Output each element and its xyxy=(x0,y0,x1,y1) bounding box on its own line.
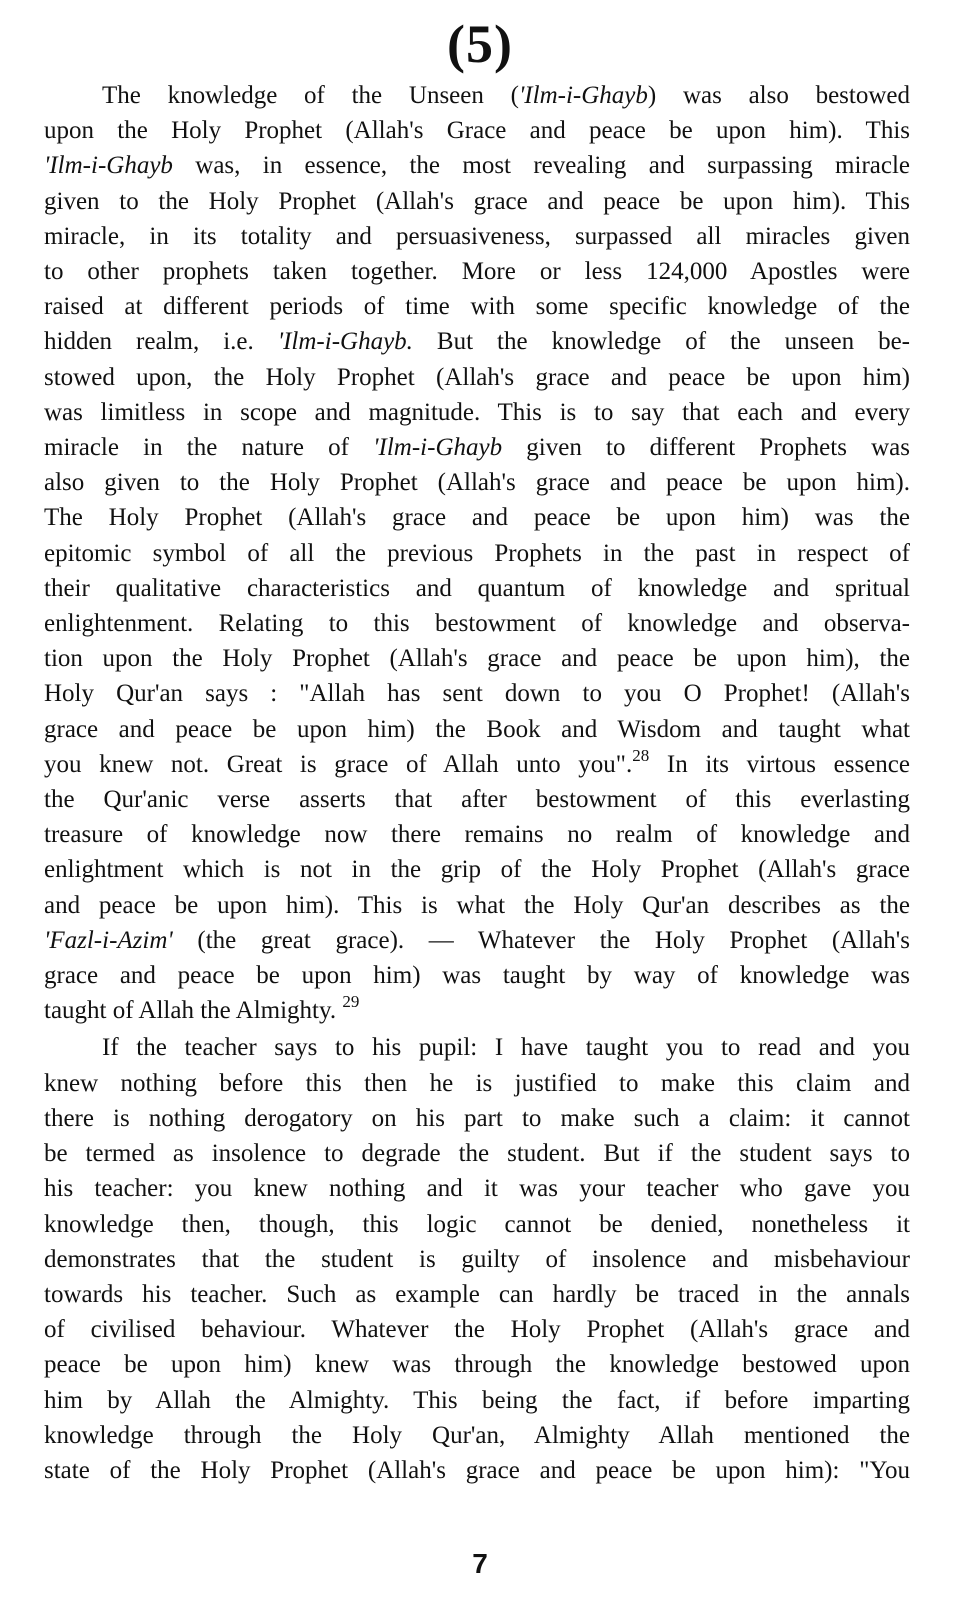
text-line: was limitless in scope and magnitude. This is to say that each and every xyxy=(44,398,910,426)
text-line: state of the Holy Prophet (Allah's grace and peace be upon him): "You xyxy=(44,1456,910,1484)
text-line: knew nothing before this then he is justified to make this claim and xyxy=(44,1069,910,1097)
text-line: enlightment which is not in the grip of the Holy Prophet (Allah's grace xyxy=(44,856,910,884)
text-line: knowledge through the Holy Qur'an, Almighty Allah mentioned the xyxy=(44,1421,910,1449)
text-line: miracle in the nature of 'Ilm-i-Ghayb given to different Prophets was xyxy=(44,434,910,462)
text-line: to other prophets taken together. More or less 124,000 Apostles were xyxy=(44,258,910,286)
text-line: epitomic symbol of all the previous Prophets in the past in respect of xyxy=(44,539,910,567)
text-line: stowed upon, the Holy Prophet (Allah's grace and peace be upon him) xyxy=(44,363,910,391)
text-line: 'Ilm-i-Ghayb was, in essence, the most revealing and surpassing miracle xyxy=(44,152,910,180)
italic-term: 'Ilm-i-Ghayb xyxy=(373,434,503,462)
footnote-ref-28[interactable]: 28 xyxy=(632,745,650,765)
italic-term: 'Fazl-i-Azim' xyxy=(44,926,173,954)
text-line: also given to the Holy Prophet (Allah's grace and peace be upon him). xyxy=(44,469,910,497)
paragraph xyxy=(44,78,910,1028)
page-number: 7 xyxy=(472,1548,488,1579)
text-line: his teacher: you knew nothing and it was your teacher who gave you xyxy=(44,1175,910,1203)
text-line: and peace be upon him). This is what the Holy Qur'an describes as the xyxy=(44,891,910,919)
text-line: peace be upon him) knew was through the knowledge bestowed upon xyxy=(44,1351,910,1379)
text-line: tion upon the Holy Prophet (Allah's grace and peace be upon him), the xyxy=(44,645,910,673)
text-line: you knew not. Great is grace of Allah unto you".$^{28}$ In its virtous essence xyxy=(44,745,910,778)
text-line: The knowledge of the Unseen ('Ilm-i-Ghayb) was also bestowed xyxy=(102,82,910,109)
text-line: 'Fazl-i-Azim' (the great grace). — Whatever the Holy Prophet (Allah's xyxy=(44,926,910,954)
text-line: there is nothing derogatory on his part to make such a claim: it cannot xyxy=(44,1104,910,1132)
text-line: The Holy Prophet (Allah's grace and peace be upon him) was the xyxy=(44,504,910,532)
text-line: If the teacher says to his pupil: I have taught you to read and you xyxy=(102,1034,910,1062)
italic-term: 'Ilm-i-Ghayb xyxy=(44,152,173,180)
text-line: Holy Qur'an says : "Allah has sent down to you O Prophet! (Allah's xyxy=(44,680,910,708)
text-line: grace and peace be upon him) the Book and Wisdom and taught what xyxy=(44,715,910,743)
text-line: treasure of knowledge now there remains no realm of knowledge and xyxy=(44,821,910,849)
text-line: their qualitative characteristics and quantum of knowledge and spritual xyxy=(44,574,910,602)
text-line: miracle, in its totality and persuasiveness, surpassed all miracles given xyxy=(44,222,910,250)
footnote-ref-29[interactable]: 29 xyxy=(342,991,360,1011)
text-line: upon the Holy Prophet (Allah's Grace and peace be upon him). This xyxy=(44,117,910,145)
italic-term: 'Ilm-i-Ghayb. xyxy=(277,328,413,356)
text-line: be termed as insolence to degrade the student. But if the student says to xyxy=(44,1140,910,1168)
italic-term: 'Ilm-i-Ghayb xyxy=(518,82,648,109)
text-line: taught of Allah the Almighty. $^{29}$ xyxy=(44,991,360,1025)
chapter-number: (5) xyxy=(447,14,513,74)
text-line: of civilised behaviour. Whatever the Holy Prophet (Allah's grace and xyxy=(44,1316,910,1344)
text-line: grace and peace be upon him) was taught by way of knowledge was xyxy=(44,962,910,990)
text-line: knowledge then, though, this logic cannot be denied, nonetheless it xyxy=(44,1210,910,1238)
text-line: him by Allah the Almighty. This being the fact, if before imparting xyxy=(44,1386,910,1414)
text-line: given to the Holy Prophet (Allah's grace and peace be upon him). This xyxy=(44,187,910,215)
text-line: towards his teacher. Such as example can hardly be traced in the annals xyxy=(44,1280,910,1308)
text-line: raised at different periods of time with some specific knowledge of the xyxy=(44,293,910,321)
text-line: enlightenment. Relating to this bestowment of knowledge and observa- xyxy=(44,610,910,638)
text-line: hidden realm, i.e. 'Ilm-i-Ghayb. But the knowledge of the unseen be- xyxy=(44,328,910,356)
text-line: demonstrates that the student is guilty of insolence and misbehaviour xyxy=(44,1245,910,1273)
text-line: the Qur'anic verse asserts that after bestowment of this everlasting xyxy=(44,786,910,814)
paragraph xyxy=(44,1030,910,1488)
body-text xyxy=(44,78,910,1488)
